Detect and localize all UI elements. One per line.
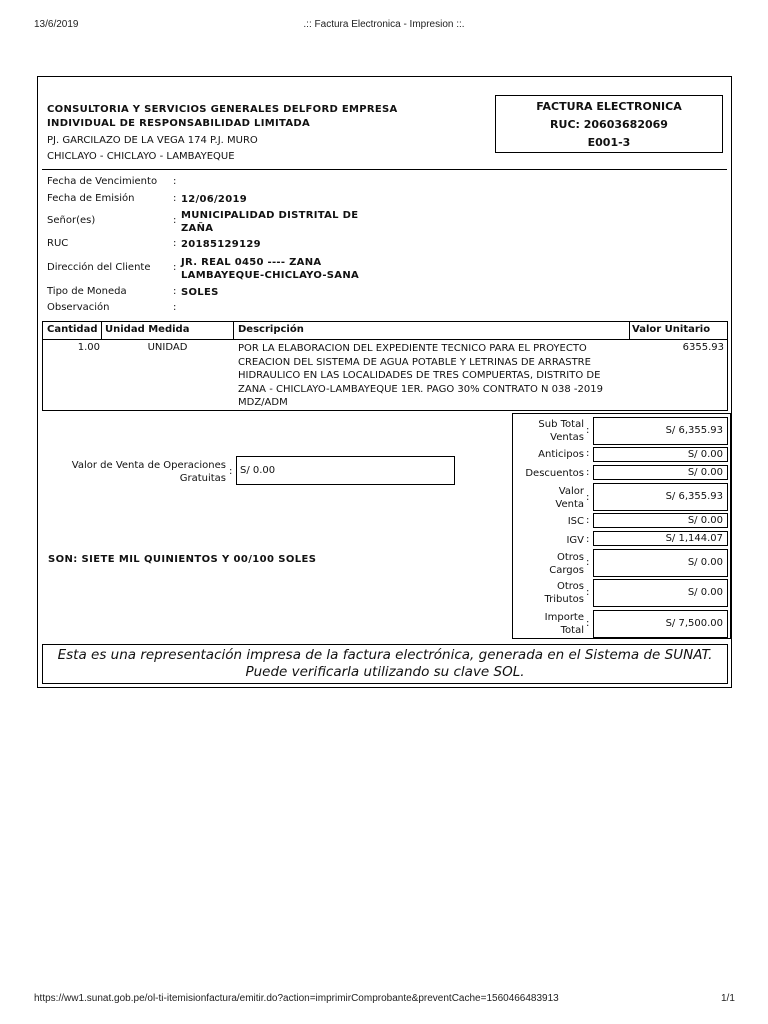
total-label-importe-total: Importe Total <box>544 612 584 636</box>
field-label-senores: Señor(es) <box>47 215 96 226</box>
field-colon: : <box>173 176 177 187</box>
item-quantity: 1.00 <box>77 342 100 353</box>
gratuitas-label: Valor de Venta de Operaciones Gratuitas <box>71 460 226 484</box>
total-label-igv: IGV <box>566 535 584 546</box>
gratuitas-value: S/ 0.00 <box>236 456 455 485</box>
field-value-moneda: SOLES <box>181 287 219 298</box>
sunat-notice: Esta es una representación impresa de la factura electrónica, generada en el Sistema de SUNAT. Puede verificarla utilizando su clave SOL. <box>42 644 728 684</box>
totals-panel <box>512 413 731 639</box>
field-colon: : <box>173 286 177 297</box>
total-label-subtotal: Sub Total Ventas <box>538 419 584 443</box>
issuer-address-line1: PJ. GARCILAZO DE LA VEGA 174 P.J. MURO <box>47 135 258 146</box>
field-colon: : <box>173 215 177 226</box>
total-value-anticipos: S/ 0.00 <box>593 447 728 462</box>
col-header-unit: Unidad Medida <box>105 324 190 335</box>
field-value-senores: MUNICIPALIDAD DISTRITAL DE ZAÑA <box>181 210 359 234</box>
total-colon: : <box>586 515 590 526</box>
total-value-otros-cargos: S/ 0.00 <box>593 549 728 577</box>
column-divider <box>233 322 234 339</box>
field-value-ruc: 20185129129 <box>181 239 261 250</box>
issuer-address-line2: CHICLAYO - CHICLAYO - LAMBAYEQUE <box>47 151 235 162</box>
field-colon: : <box>173 302 177 313</box>
column-divider <box>629 322 630 339</box>
print-date: 13/6/2019 <box>34 19 79 30</box>
total-value-subtotal: S/ 6,355.93 <box>593 417 728 445</box>
total-label-valor-venta: Valor Venta <box>555 486 584 510</box>
total-label-otros-cargos: Otros Cargos <box>549 552 584 576</box>
field-label-observacion: Observación <box>47 302 110 313</box>
col-header-description: Descripción <box>238 324 304 335</box>
header-divider <box>42 169 727 170</box>
total-value-importe-total: S/ 7,500.00 <box>593 610 728 638</box>
field-label-ruc: RUC <box>47 238 69 249</box>
total-label-isc: ISC <box>567 516 584 527</box>
issuer-ruc: RUC: 20603682069 <box>550 118 668 131</box>
field-label-direccion: Dirección del Cliente <box>47 262 151 273</box>
field-colon: : <box>173 262 177 273</box>
field-colon: : <box>173 193 177 204</box>
total-colon: : <box>586 557 590 568</box>
items-table-header <box>43 322 727 340</box>
invoice-type: FACTURA ELECTRONICA <box>536 100 682 113</box>
total-colon: : <box>586 618 590 629</box>
field-label-moneda: Tipo de Moneda <box>47 286 127 297</box>
print-title: .:: Factura Electronica - Impresion ::. <box>303 19 465 30</box>
print-page-number: 1/1 <box>721 993 735 1004</box>
issuer-name-line2: INDIVIDUAL DE RESPONSABILIDAD LIMITADA <box>47 118 311 129</box>
total-colon: : <box>586 448 590 459</box>
column-divider <box>101 322 102 339</box>
total-colon: : <box>586 467 590 478</box>
issuer-name-line1: CONSULTORIA Y SERVICIOS GENERALES DELFORD EMPRESA <box>47 104 398 115</box>
col-header-quantity: Cantidad <box>47 324 98 335</box>
total-value-descuentos: S/ 0.00 <box>593 465 728 480</box>
total-value-otros-tributos: S/ 0.00 <box>593 579 728 607</box>
gratuitas-colon: : <box>229 466 233 477</box>
invoice-number: E001-3 <box>587 136 631 149</box>
total-label-anticipos: Anticipos <box>538 449 584 460</box>
total-value-isc: S/ 0.00 <box>593 513 728 528</box>
item-unit-value: 6355.93 <box>682 342 724 353</box>
field-label-emision: Fecha de Emisión <box>47 193 135 204</box>
item-unit: UNIDAD <box>147 342 188 353</box>
field-label-vencimiento: Fecha de Vencimiento <box>47 176 158 187</box>
amount-in-words: SON: SIETE MIL QUINIENTOS Y 00/100 SOLES <box>48 554 317 565</box>
field-value-emision: 12/06/2019 <box>181 194 247 205</box>
total-colon: : <box>586 425 590 436</box>
total-label-descuentos: Descuentos <box>525 468 584 479</box>
field-value-direccion: JR. REAL 0450 ---- ZANA LAMBAYEQUE-CHICLAYO-SANA <box>181 257 360 281</box>
col-header-unit-value: Valor Unitario <box>632 324 711 335</box>
total-value-igv: S/ 1,144.07 <box>593 531 728 546</box>
total-value-valor-venta: S/ 6,355.93 <box>593 483 728 511</box>
total-colon: : <box>586 534 590 545</box>
item-description: POR LA ELABORACION DEL EXPEDIENTE TECNICO PARA EL PROYECTO CREACION DEL SISTEMA DE AGUA POTABLE Y LETRINAS DE ARRASTRE HIDRAULICO EN LAS LOCALIDADES DE TRES COMPUERTAS, DISTRITO DE ZANA - CHICLAYO-LAMBAYEQUE 1ER. PAGO 30% CONTRATO N 038 -2019 MDZ/ADM <box>238 343 603 409</box>
invoice-id-box <box>495 95 723 153</box>
print-url: https://ww1.sunat.gob.pe/ol-ti-itemisionfactura/emitir.do?action=imprimirComprobante&preventCache=1560466483913 <box>34 993 559 1004</box>
total-colon: : <box>586 587 590 598</box>
field-colon: : <box>173 238 177 249</box>
total-colon: : <box>586 492 590 503</box>
items-table <box>42 321 728 411</box>
total-label-otros-tributos: Otros Tributos <box>544 581 584 605</box>
